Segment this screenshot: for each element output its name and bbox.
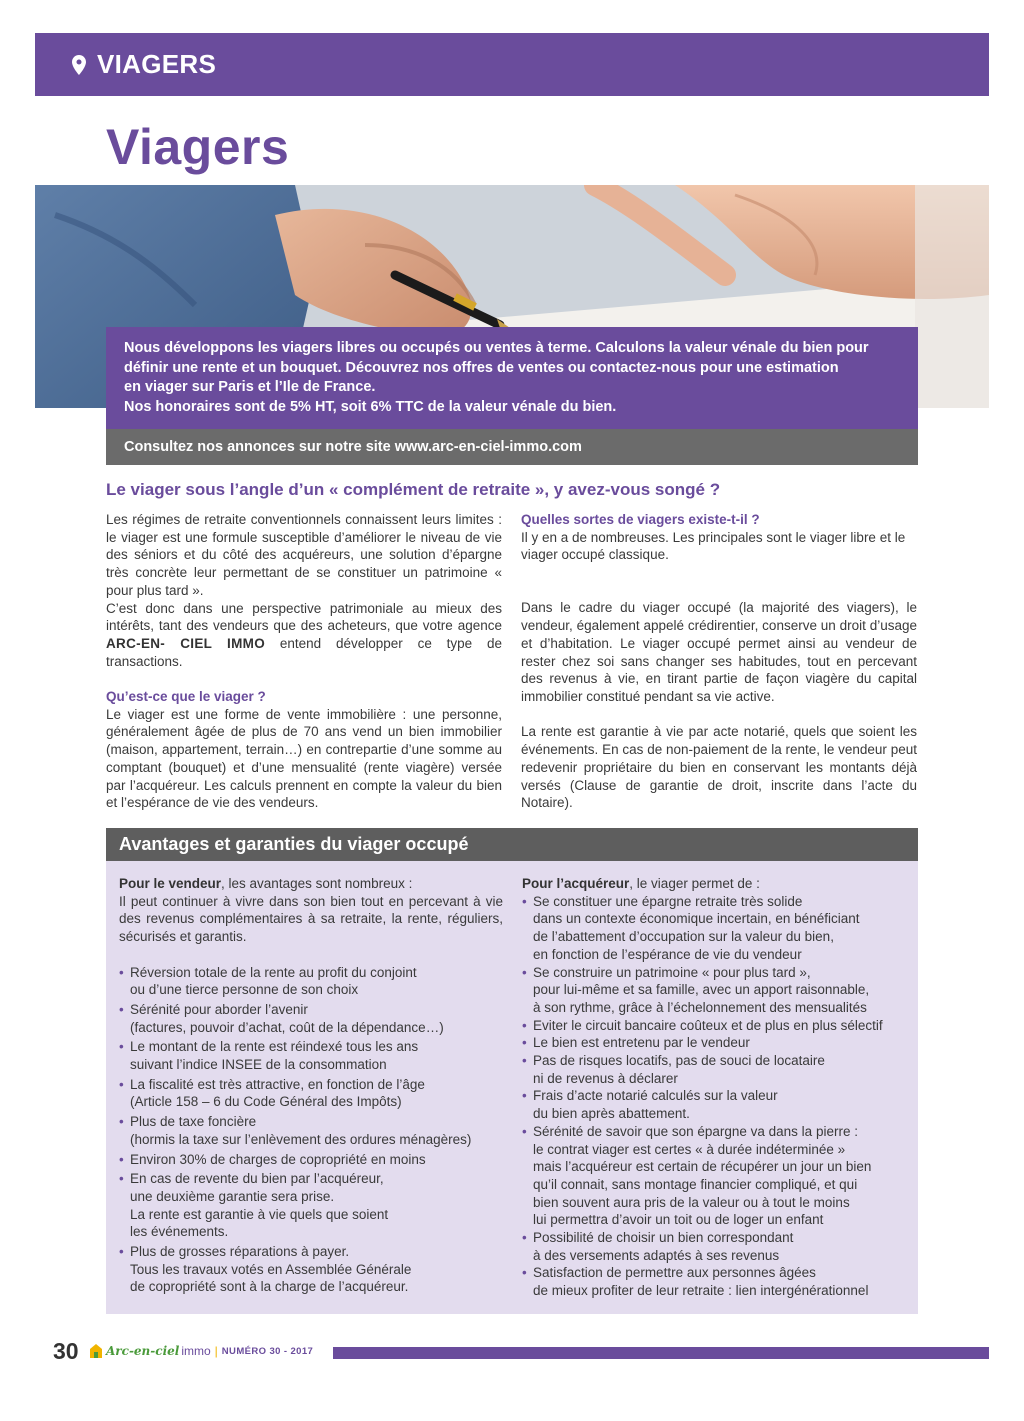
article-right-column <box>521 511 917 812</box>
bullet-item <box>522 1034 914 1052</box>
bullet-line: en fonction de l’espérance de vie du vendeur <box>533 946 802 962</box>
bullet-line: Tous les travaux votés en Assemblée Générale <box>130 1261 412 1277</box>
bullet-line: bien souvent aura pris de la valeur ou à tout le moins <box>533 1194 850 1210</box>
bullet-line: • Eviter le circuit bancaire coûteux et de plus en plus sélectif <box>533 1017 883 1033</box>
bullet-line: le contrat viager est certes « à durée indéterminée » <box>533 1141 846 1157</box>
house-logo-icon <box>89 1343 103 1359</box>
website-banner[interactable]: Consultez nos annonces sur notre site www.arc-en-ciel-immo.com <box>106 429 918 465</box>
page-title: Viagers <box>106 119 290 175</box>
bullet-item <box>119 1113 503 1148</box>
bullet-line: de l’abattement d’occupation sur la valeur du bien, <box>533 929 834 945</box>
bullet-line: de mieux profiter de leur retraite : lien intergénérationnel <box>533 1283 869 1299</box>
seller-advantages <box>119 875 503 1298</box>
bullet-item <box>119 1151 503 1169</box>
bullet-line: mais l’acquéreur est certain de récupérer un jour un bien <box>533 1159 872 1175</box>
buyer-bullet-list <box>522 893 914 1300</box>
bullet-line: • Se constituer une épargne retraite très solide <box>533 893 803 909</box>
logo-text: Arc-en-ciel <box>106 1344 180 1358</box>
bullet-line: ni de revenus à déclarer <box>533 1070 678 1086</box>
bullet-line: les événements. <box>130 1224 229 1240</box>
bullet-line: de copropriété sont à la charge de l’acquéreur. <box>130 1279 409 1295</box>
bullet-line: (factures, pouvoir d’achat, coût de la dépendance…) <box>130 1019 444 1035</box>
bullet-line: • Réversion totale de la rente au profit du conjoint <box>130 964 417 980</box>
bullet-line: • Sérénité de savoir que son épargne va dans la pierre : <box>533 1123 858 1139</box>
bullet-item <box>119 1038 503 1073</box>
bullet-line: ou d’une tierce personne de son choix <box>130 982 359 998</box>
intro-line: définir une rente et un bouquet. Découvrez nos offres de ventes ou contactez-nous pour une estimation <box>124 359 839 376</box>
bullet-line: • Se construire un patrimoine « pour plus tard », <box>533 964 811 980</box>
issue-number: NUMÉRO 30 - 2017 <box>221 1345 314 1357</box>
bullet-line: • Sérénité pour aborder l’avenir <box>130 1001 308 1017</box>
bullet-item <box>522 1087 914 1122</box>
buyer-advantages <box>522 875 914 1300</box>
intro-box <box>106 327 918 429</box>
bullet-item <box>119 1076 503 1111</box>
bullet-line: • Plus de grosses réparations à payer. <box>130 1244 350 1260</box>
bullet-line: • Satisfaction de permettre aux personnes âgées <box>533 1265 816 1281</box>
bullet-item <box>522 1052 914 1087</box>
bullet-item <box>522 1017 914 1035</box>
seller-bullet-list <box>119 964 503 1297</box>
bullet-line: qu’il connait, sans montage financier compliqué, et qui <box>533 1176 858 1192</box>
logo-subtext: immo <box>181 1344 211 1358</box>
paragraph: C’est donc dans une perspective patrimoniale au mieux des intérêts, tant des vendeurs que des acheteurs, que votre agence ARC-EN- CIEL IMMO entend développer ce type de transactions. <box>106 600 503 669</box>
bullet-line: • Pas de risques locatifs, pas de souci de locataire <box>533 1053 825 1069</box>
bullet-item <box>119 1243 503 1296</box>
bullet-line: dans un contexte économique incertain, en bénéficiant <box>533 911 860 927</box>
bullet-line: à des versements adaptés à ses revenus <box>533 1247 780 1263</box>
page-footer <box>35 1336 989 1366</box>
bullet-line: • Environ 30% de charges de copropriété en moins <box>130 1151 426 1167</box>
bullet-line: à son rythme, grâce à l’échelonnement des mensualités <box>533 999 867 1015</box>
bullet-line: La rente est garantie à vie quels que soient <box>130 1206 389 1222</box>
bullet-line: • Le bien est entretenu par le vendeur <box>533 1035 750 1051</box>
bullet-line: suivant l’indice INSEE de la consommation <box>130 1057 387 1073</box>
bullet-line: une deuxième garantie sera prise. <box>130 1188 335 1204</box>
paragraph: La rente est garantie à vie par acte notarié, quels que soient les événements. En cas de non-paiement de la rente, le vendeur peut redevenir propriétaire du bien en conservant les montants déjà versés (Clause de garantie de droit, inscrite dans l’acte du Notaire). <box>521 724 917 811</box>
intro-line: Nous développons les viagers libres ou occupés ou ventes à terme. Calculons la valeur vénale du bien pour <box>124 340 869 356</box>
bullet-line: • En cas de revente du bien par l’acquéreur, <box>130 1171 384 1187</box>
bullet-item <box>522 1229 914 1264</box>
seller-lead: Pour le vendeur, les avantages sont nombreux : <box>119 876 413 891</box>
article-left-column <box>106 511 502 812</box>
advantages-title-bar: Avantages et garanties du viager occupé <box>106 828 918 861</box>
section-label: VIAGERS <box>97 49 217 79</box>
location-pin-icon <box>67 53 91 77</box>
bullet-line: • Le montant de la rente est réindexé tous les ans <box>130 1039 419 1055</box>
bullet-item <box>522 964 914 1017</box>
subheading: Qu’est-ce que le viager ? <box>106 689 266 705</box>
bullet-line: lui permettra d’avoir un toit ou de loger un enfant <box>533 1212 824 1228</box>
paragraph: Dans le cadre du viager occupé (la majorité des viagers), le vendeur, également appelé crédirentier, conserve un droit d’usage et d’habitation. Le viager occupé permet ainsi au vendeur de rester chez soi sans changer ses habitudes, tout en percevant des revenus à vie, en tirant partie de façon viagère du capital immobilier constitué pendant sa vie active. <box>521 600 917 704</box>
bullet-item <box>522 1123 914 1229</box>
bullet-line: • Plus de taxe foncière <box>130 1114 257 1130</box>
bullet-item <box>119 1170 503 1241</box>
bullet-line: pour lui-même et sa famille, avec un apport raisonnable, <box>533 982 870 998</box>
section-header-bar <box>35 33 989 96</box>
paragraph: Il y en a de nombreuses. Les principales sont le viager libre et le viager occupé classique. <box>521 529 906 563</box>
seller-intro: Il peut continuer à vivre dans son bien tout en percevant à vie des revenus complémentaires à sa retraite, la rente, réguliers, sécurisés et garantis. <box>119 893 503 945</box>
page-number: 30 <box>53 1337 79 1364</box>
bullet-item <box>119 1001 503 1036</box>
bullet-item <box>522 893 914 964</box>
bullet-line: • Frais d’acte notarié calculés sur la valeur <box>533 1088 778 1104</box>
bullet-line: du bien après abattement. <box>533 1106 690 1122</box>
footer-accent-bar <box>333 1347 989 1359</box>
buyer-lead: Pour l’acquéreur, le viager permet de : <box>522 876 760 891</box>
bullet-line: (hormis la taxe sur l’enlèvement des ordures ménagères) <box>130 1131 472 1147</box>
subheading: Quelles sortes de viagers existe-t-il ? <box>521 512 760 527</box>
bullet-line: • La fiscalité est très attractive, en fonction de l’âge <box>130 1076 425 1092</box>
intro-line: en viager sur Paris et l’Ile de France. <box>124 379 376 395</box>
bullet-item <box>522 1264 914 1299</box>
footer-separator: | <box>214 1344 218 1358</box>
article-heading: Le viager sous l’angle d’un « complément de retraite », y avez-vous songé ? <box>106 480 721 499</box>
bullet-line: • Possibilité de choisir un bien correspondant <box>533 1230 794 1246</box>
bullet-item <box>119 964 503 999</box>
intro-line: Nos honoraires sont de 5% HT, soit 6% TTC de la valeur vénale du bien. <box>124 398 617 415</box>
bullet-line: (Article 158 – 6 du Code Général des Impôts) <box>130 1094 402 1110</box>
paragraph: Les régimes de retraite conventionnels connaissent leurs limites : le viager est une formule susceptible d’améliorer le niveau de vie des séniors et du côté des acquéreurs, une solution d’épargne très concrète leur permettant de se constituer un patrimoine « pour plus tard ». <box>106 512 502 598</box>
paragraph: Le viager est une forme de vente immobilière : une personne, généralement âgée de plus de 70 ans vend un bien immobilier (maison, appartement, terrain…) en contrepartie d’une somme au comptant (bouquet) et d’une mensualité (rente viagère) versée par l’acquéreur. Les calculs prennent en compte la valeur du bien et l’espérance de vie des vendeurs. <box>106 706 502 811</box>
agency-name: ARC-EN- CIEL IMMO <box>106 635 265 651</box>
